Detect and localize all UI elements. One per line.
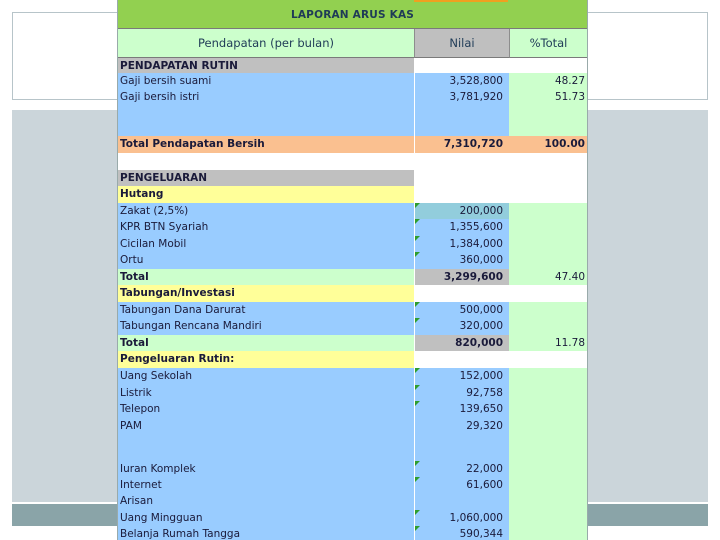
subtotal-row — [118, 269, 587, 286]
row-label: Cicilan Mobil — [118, 236, 414, 253]
row-label: Zakat (2,5%) — [118, 203, 414, 220]
comment-marker-icon — [415, 302, 420, 307]
row-value: 1,355,600 — [415, 219, 509, 236]
row-label: Arisan — [118, 493, 414, 510]
empty-cell — [509, 236, 587, 253]
empty-cell — [118, 105, 414, 136]
subsection-label: Pengeluaran Rutin: — [118, 351, 414, 368]
table-row — [118, 318, 587, 335]
row-value: 590,344 — [415, 526, 509, 540]
comment-marker-icon — [415, 510, 420, 515]
header-value: Nilai — [415, 29, 510, 58]
row-label: Total — [118, 269, 414, 286]
table-row — [118, 401, 587, 418]
comment-marker-icon — [415, 318, 420, 323]
row-value: 3,781,920 — [415, 89, 509, 106]
empty-cell — [509, 186, 587, 203]
row-label: KPR BTN Syariah — [118, 219, 414, 236]
row-value: 29,320 — [415, 418, 509, 435]
empty-cell — [415, 105, 509, 136]
empty-cell — [509, 302, 587, 319]
table-row — [118, 73, 587, 90]
row-value: 320,000 — [415, 318, 509, 335]
row-value: 360,000 — [415, 252, 509, 269]
table-row — [118, 418, 587, 435]
row-label: Ortu — [118, 252, 414, 269]
empty-cell — [415, 435, 509, 461]
row-value: 1,384,000 — [415, 236, 509, 253]
header-percent: %Total — [510, 29, 587, 58]
empty-cell — [118, 153, 414, 170]
row-percent: 48.27 — [509, 73, 587, 90]
row-label: Total Pendapatan Bersih — [118, 136, 414, 153]
row-percent: 11.78 — [509, 335, 587, 352]
table-row — [118, 493, 587, 510]
empty-cell — [509, 418, 587, 435]
subsection-row — [118, 351, 587, 368]
row-label: Gaji bersih suami — [118, 73, 414, 90]
section-row-expenses — [118, 170, 587, 187]
row-label: Uang Sekolah — [118, 368, 414, 385]
subsection-row — [118, 285, 587, 302]
row-label: Tabungan Rencana Mandiri — [118, 318, 414, 335]
row-percent: 47.40 — [509, 269, 587, 286]
row-value — [415, 493, 509, 510]
comment-marker-icon — [415, 368, 420, 373]
comment-marker-icon — [415, 219, 420, 224]
report-title-bar — [118, 0, 587, 29]
subsection-row — [118, 186, 587, 203]
row-value: 3,528,800 — [415, 73, 509, 90]
empty-cell — [509, 351, 587, 368]
empty-cell — [509, 105, 587, 136]
empty-cell — [509, 510, 587, 527]
row-value: 200,000 — [415, 203, 509, 220]
row-value: 92,758 — [415, 385, 509, 402]
row-value: 1,060,000 — [415, 510, 509, 527]
row-percent: 100.00 — [509, 136, 587, 153]
row-value: 139,650 — [415, 401, 509, 418]
row-label: Belanja Rumah Tangga — [118, 526, 414, 540]
comment-marker-icon — [415, 385, 420, 390]
row-label: PAM — [118, 418, 414, 435]
comment-marker-icon — [415, 252, 420, 257]
comment-marker-icon — [415, 236, 420, 241]
table-row — [118, 477, 587, 494]
empty-cell — [415, 285, 509, 302]
comment-marker-icon — [415, 477, 420, 482]
comment-marker-icon — [415, 203, 420, 208]
empty-cell — [509, 477, 587, 494]
row-value: 500,000 — [415, 302, 509, 319]
row-percent: 51.73 — [509, 89, 587, 106]
header-income-label: Pendapatan (per bulan) — [118, 29, 415, 58]
empty-cell — [509, 526, 587, 540]
income-total-row — [118, 136, 587, 153]
row-label: Iuran Komplek — [118, 461, 414, 478]
row-value: 7,310,720 — [415, 136, 509, 153]
row-value: 152,000 — [415, 368, 509, 385]
row-label: Telepon — [118, 401, 414, 418]
empty-cell — [509, 203, 587, 220]
empty-cell — [509, 385, 587, 402]
empty-cell — [509, 170, 587, 187]
table-row — [118, 302, 587, 319]
row-label: Total — [118, 335, 414, 352]
subtotal-row — [118, 335, 587, 352]
cash-flow-spreadsheet — [117, 0, 588, 540]
table-row — [118, 526, 587, 540]
empty-cell — [415, 186, 509, 203]
row-value: 820,000 — [415, 335, 509, 352]
table-row — [118, 252, 587, 269]
empty-cell — [509, 252, 587, 269]
empty-cell — [509, 461, 587, 478]
spacer-row — [118, 435, 587, 461]
empty-cell — [509, 285, 587, 302]
row-value: 3,299,600 — [415, 269, 509, 286]
spacer-row — [118, 105, 587, 136]
empty-cell — [509, 493, 587, 510]
table-row — [118, 461, 587, 478]
title-accent-line — [414, 0, 508, 2]
empty-cell — [509, 219, 587, 236]
section-label: PENDAPATAN RUTIN — [118, 58, 414, 75]
subsection-label: Tabungan/Investasi — [118, 285, 414, 302]
table-row — [118, 368, 587, 385]
spacer-row — [118, 153, 587, 170]
table-row — [118, 510, 587, 527]
table-row — [118, 236, 587, 253]
row-label: Gaji bersih istri — [118, 89, 414, 106]
row-value: 22,000 — [415, 461, 509, 478]
row-label: Internet — [118, 477, 414, 494]
table-row — [118, 385, 587, 402]
empty-cell — [509, 435, 587, 461]
row-label: Uang Mingguan — [118, 510, 414, 527]
empty-cell — [415, 351, 509, 368]
subsection-label: Hutang — [118, 186, 414, 203]
comment-marker-icon — [415, 526, 420, 531]
row-label: Tabungan Dana Darurat — [118, 302, 414, 319]
comment-marker-icon — [415, 401, 420, 406]
table-row — [118, 89, 587, 106]
empty-cell — [509, 401, 587, 418]
section-label: PENGELUARAN — [118, 170, 414, 187]
table-row — [118, 219, 587, 236]
empty-cell — [118, 435, 414, 461]
row-value: 61,600 — [415, 477, 509, 494]
comment-marker-icon — [415, 461, 420, 466]
empty-cell — [509, 318, 587, 335]
empty-cell — [415, 170, 509, 187]
row-label: Listrik — [118, 385, 414, 402]
empty-cell — [509, 368, 587, 385]
table-row — [118, 203, 587, 220]
report-title: LAPORAN ARUS KAS — [290, 9, 415, 21]
